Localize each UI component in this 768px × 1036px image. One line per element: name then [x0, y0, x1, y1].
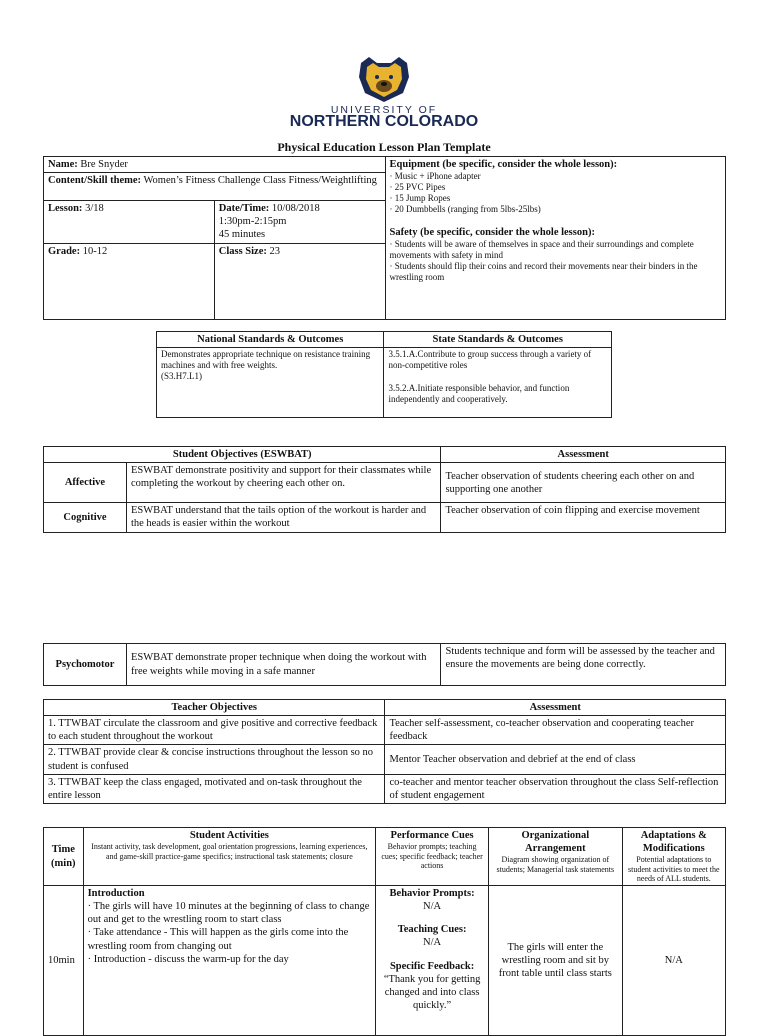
- cues-cell: Behavior Prompts: N/A Teaching Cues: N/A Specific Feedback: “Thank you for getting changed and into class quickly.”: [376, 886, 489, 1036]
- list-item: · Students will be aware of themselves in space and their surroundings and complete movements with safety in mind: [390, 239, 721, 261]
- state-standards-cell: 3.5.1.A.Contribute to group success through a variety of non-competitive roles 3.5.2.A.Initiate responsible behavior, and function independently and cooperatively.: [384, 348, 612, 418]
- adapt-cell: N/A: [622, 886, 725, 1036]
- safety-list: [390, 239, 721, 282]
- list-item: · Introduction - discuss the warm-up for the day: [88, 953, 372, 966]
- lesson-info-table: [43, 156, 726, 320]
- teacher-objective-1: 1. TTWBAT circulate the classroom and give positive and corrective feedback to each student throughout the workout: [44, 716, 385, 745]
- content-cell: Content/Skill theme: Women’s Fitness Challenge Class Fitness/Weightlifting: [44, 173, 386, 201]
- national-standards-cell: Demonstrates appropriate technique on resistance training machines and with free weights. (S3.H7.L1): [157, 348, 384, 418]
- bear-logo: [355, 55, 413, 103]
- psychomotor-assessment: Students technique and form will be assessed by the teacher and ensure the movements are being done correctly.: [441, 644, 726, 686]
- teacher-assessment-1: Teacher self-assessment, co-teacher observation and cooperating teacher feedback: [385, 716, 726, 745]
- cues-header-cell: Performance Cues Behavior prompts; teaching cues; specific feedback; teacher actions: [376, 828, 489, 886]
- university-line1: UNIVERSITY OF: [330, 104, 438, 116]
- name-cell: Name: Bre Snyder: [44, 157, 386, 173]
- assessment-header: Assessment: [441, 447, 726, 463]
- teacher-assessment-2: Mentor Teacher observation and debrief at the end of class: [385, 745, 726, 774]
- psychomotor-table: [43, 643, 726, 686]
- list-item: · 20 Dumbbells (ranging from 5lbs-25lbs): [390, 204, 721, 215]
- psychomotor-objective: ESWBAT demonstrate proper technique when doing the workout with free weights while moving in a safe manner: [126, 644, 440, 686]
- affective-objective: ESWBAT demonstrate positivity and support for their classmates while completing the workout by cheering each other on.: [126, 463, 441, 503]
- lesson-cell: Lesson: 3/18: [44, 201, 215, 243]
- psychomotor-label: Psychomotor: [44, 644, 127, 686]
- activities-header-cell: Student Activities Instant activity, task development, goal orientation progressions, learning experiences, and game-skill practice-game specifics; instructional task statements; closure: [83, 828, 376, 886]
- affective-label: Affective: [44, 463, 127, 503]
- datetime-cell: Date/Time: 10/08/2018 1:30pm-2:15pm 45 minutes: [214, 201, 385, 243]
- teacher-objective-3: 3. TTWBAT keep the class engaged, motivated and on-task throughout the entire lesson: [44, 774, 385, 803]
- equipment-list: [390, 171, 721, 214]
- cognitive-assessment: Teacher observation of coin flipping and exercise movement: [441, 503, 726, 533]
- equipment-label: Equipment (be specific, consider the whole lesson):: [389, 159, 618, 170]
- org-cell: The girls will enter the wrestling room and sit by front table until class starts: [489, 886, 623, 1036]
- time-header: Time (min): [44, 828, 84, 886]
- equipment-safety-cell: [385, 157, 725, 320]
- classsize-cell: Class Size: 23: [214, 243, 385, 319]
- teacher-objectives-table: [43, 699, 726, 804]
- teacher-assessment-header: Assessment: [385, 700, 726, 716]
- university-name: NORTHERN COLORADO: [289, 113, 479, 130]
- cognitive-objective: ESWBAT understand that the tails option of the workout is harder and the heads is easier within the workout: [126, 503, 441, 533]
- list-item: · 25 PVC Pipes: [390, 182, 721, 193]
- cognitive-label: Cognitive: [44, 503, 127, 533]
- standards-table: [156, 331, 612, 418]
- list-item: · Music + iPhone adapter: [390, 171, 721, 182]
- document-title: Physical Education Lesson Plan Template: [277, 140, 491, 154]
- teacher-objective-2: 2. TTWBAT provide clear & concise instructions throughout the lesson so no student is confused: [44, 745, 385, 774]
- list-item: · Students should flip their coins and record their movements near their binders in the wrestling room: [390, 261, 721, 283]
- national-standards-header: National Standards & Outcomes: [157, 332, 384, 348]
- student-objectives-table: [43, 446, 726, 533]
- state-standards-header: State Standards & Outcomes: [384, 332, 612, 348]
- list-item: · Take attendance - This will happen as the girls come into the wrestling room from changing out: [88, 926, 372, 952]
- time-cell: 10min: [44, 886, 84, 1036]
- grade-cell: Grade: 10-12: [44, 243, 215, 319]
- list-item: · The girls will have 10 minutes at the beginning of class to change out and get to the wrestling room to start class: [88, 900, 372, 926]
- org-header-cell: Organizational Arrangement Diagram showing organization of students; Managerial task statements: [489, 828, 623, 886]
- student-objectives-header: Student Objectives (ESWBAT): [44, 447, 441, 463]
- activity-cell: Introduction · The girls will have 10 minutes at the beginning of class to change out and get to the wrestling room to start class · Take attendance - This will happen as the girls come into the wrestling room from changing out · Introduction - discuss the warm-up for the day: [83, 886, 376, 1036]
- teacher-assessment-3: co-teacher and mentor teacher observation throughout the class Self-reflection of student engagement: [385, 774, 726, 803]
- safety-label: Safety (be specific, consider the whole lesson):: [389, 227, 595, 239]
- adapt-header-cell: Adaptations & Modifications Potential adaptations to student activities to meet the needs of ALL students.: [622, 828, 725, 886]
- activities-table: [43, 827, 726, 1036]
- activity-list: [88, 900, 372, 966]
- affective-assessment: Teacher observation of students cheering each other on and supporting one another: [441, 463, 726, 503]
- teacher-objectives-header: Teacher Objectives: [44, 700, 385, 716]
- list-item: · 15 Jump Ropes: [390, 193, 721, 204]
